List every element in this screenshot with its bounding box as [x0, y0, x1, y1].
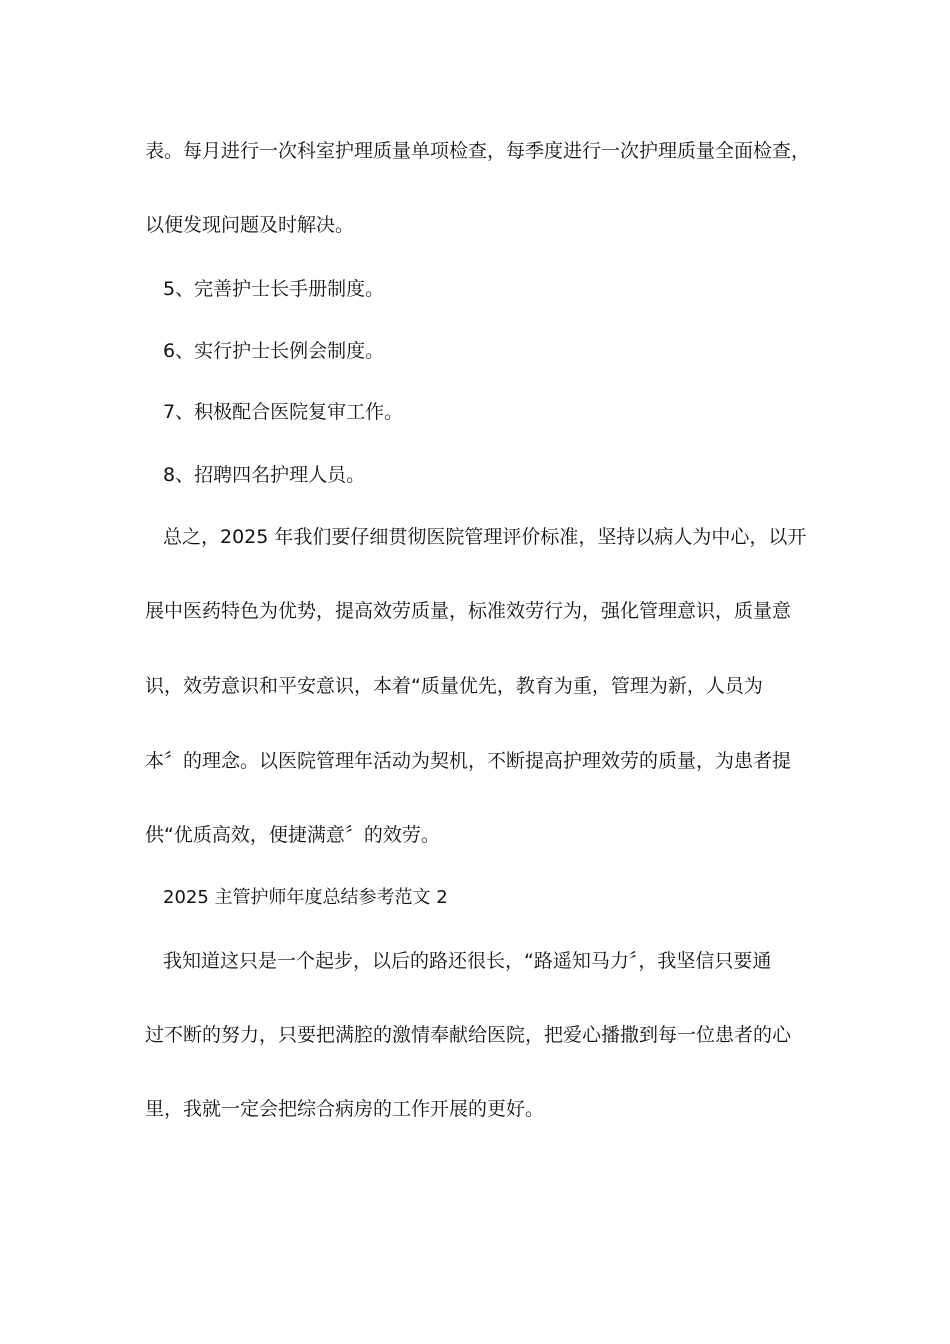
paragraph-line: 以便发现问题及时解决。: [145, 214, 355, 236]
paragraph-line: 本〞的理念。以医院管理年活动为契机，不断提高护理效劳的质量，为患者提: [145, 750, 792, 772]
paragraph-line: 过不断的努力，只要把满腔的激情奉献给医院，把爱心播撒到每一位患者的心: [145, 1024, 792, 1046]
paragraph-line: 里，我就一定会把综合病房的工作开展的更好。: [145, 1098, 545, 1120]
list-item: 6、实行护士长例会制度。: [163, 340, 385, 362]
list-item: 8、招聘四名护理人员。: [163, 464, 366, 486]
paragraph-line: 供“优质高效，便捷满意〞的效劳。: [145, 824, 440, 846]
section-heading: 2025 主管护师年度总结参考范文 2: [163, 887, 448, 908]
list-item: 5、完善护士长手册制度。: [163, 278, 385, 300]
paragraph-line: 我知道这只是一个起步，以后的路还很长，“路遥知马力〞，我坚信只要通: [163, 950, 772, 972]
paragraph-line: 展中医药特色为优势，提高效劳质量，标准效劳行为，强化管理意识，质量意: [145, 600, 792, 622]
paragraph-line: 表。每月进行一次科室护理质量单项检查，每季度进行一次护理质量全面检查，: [145, 140, 810, 162]
paragraph-line: 总之，2025 年我们要仔细贯彻医院管理评价标准，坚持以病人为中心，以开: [163, 526, 807, 548]
list-item: 7、积极配合医院复审工作。: [163, 401, 404, 423]
paragraph-line: 识，效劳意识和平安意识，本着“质量优先，教育为重，管理为新，人员为: [145, 675, 763, 697]
